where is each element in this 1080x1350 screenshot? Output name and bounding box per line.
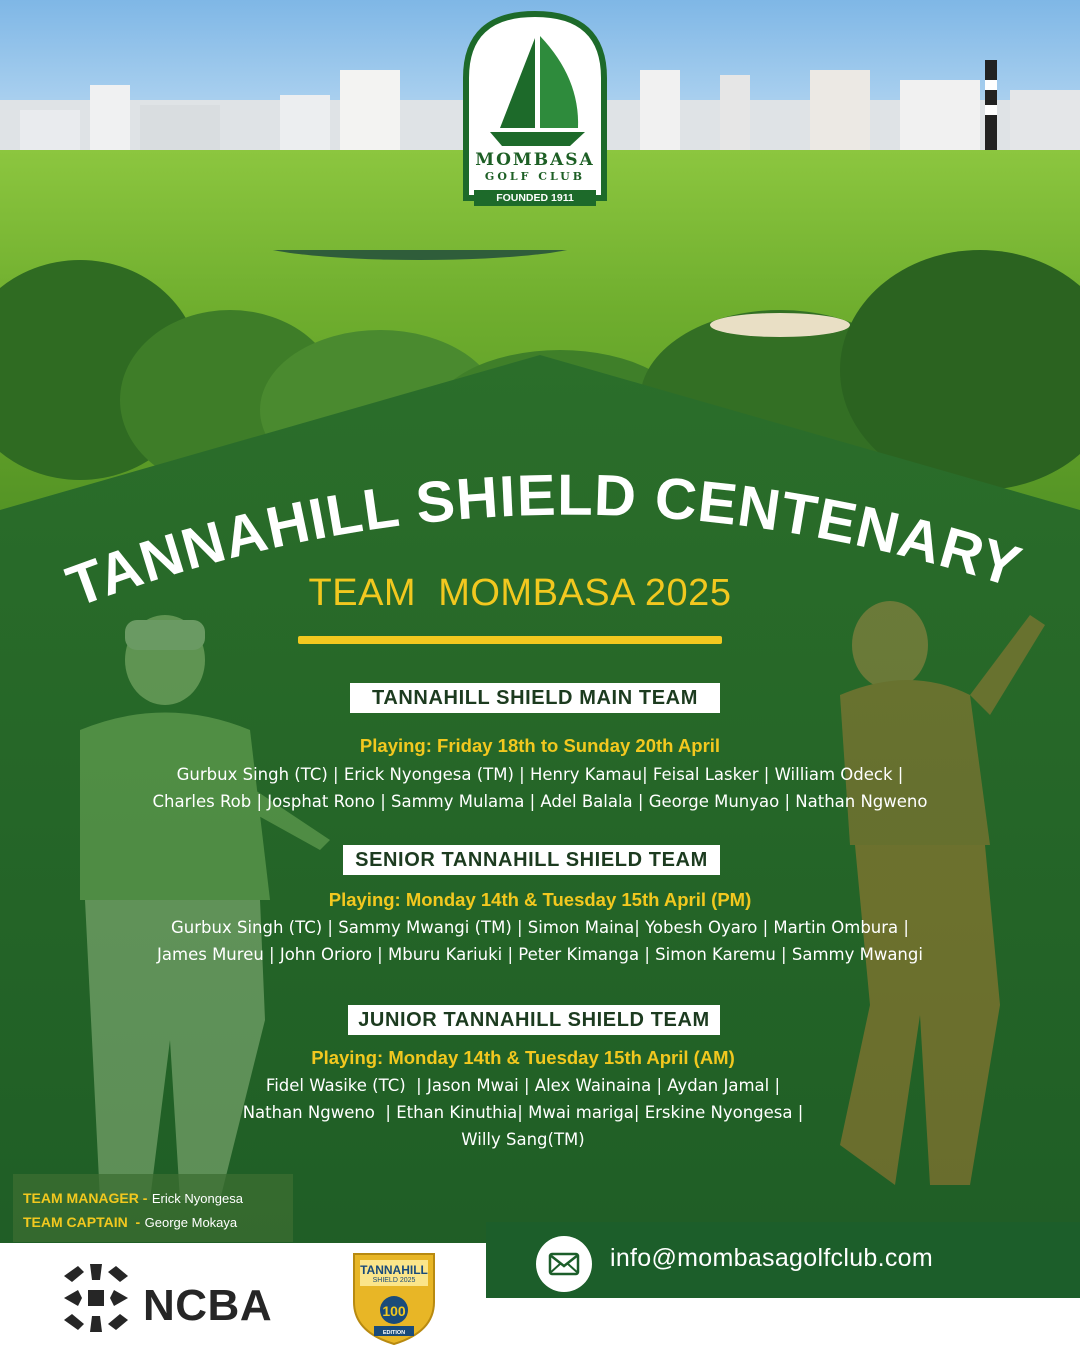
team-management-box	[13, 1174, 293, 1242]
manager-role: TEAM MANAGER -	[23, 1190, 148, 1206]
captain-row	[23, 1214, 237, 1232]
shield-subtitle: SHIELD 2025	[372, 1277, 416, 1284]
captain-role: TEAM CAPTAIN -	[23, 1214, 141, 1230]
junior-team-label: JUNIOR TANNAHILL SHIELD TEAM	[348, 1005, 720, 1035]
manager-row	[23, 1190, 243, 1208]
ncba-logo-icon	[60, 1262, 132, 1334]
senior-team-names: Gurbux Singh (TC) | Sammy Mwangi (TM) | Simon Maina| Yobesh Oyaro | Martin Ombura | James Mureu | John Orioro | Mburu Kariuki | Peter Kimanga | Simon Karemu | Sammy Mwangi	[157, 918, 923, 964]
junior-team-names: Fidel Wasike (TC) | Jason Mwai | Alex Wainaina | Aydan Jamal | Nathan Ngweno | Ethan Kinuthia| Mwai mariga| Erskine Nyongesa | Willy Sang(TM)	[242, 1076, 804, 1149]
main-team-names: Gurbux Singh (TC) | Erick Nyongesa (TM) | Henry Kamau| Feisal Lasker | William Odeck | Charles Rob | Josphat Rono | Sammy Mulama | Adel Balala | George Munyao | Nathan Ngweno	[152, 765, 928, 811]
subtitle-underline	[298, 636, 722, 644]
team-subtitle: TEAM MOMBASA 2025	[308, 572, 732, 614]
mail-icon	[536, 1236, 592, 1292]
tannahill-shield-badge	[350, 1246, 438, 1346]
main-team-label: TANNAHILL SHIELD MAIN TEAM	[350, 683, 720, 713]
captain-name: George Mokaya	[144, 1215, 238, 1230]
svg-text:100: 100	[382, 1303, 406, 1319]
shield-edition: EDITION	[382, 1330, 406, 1336]
manager-name: Erick Nyongesa	[151, 1191, 243, 1206]
logo-founded: FOUNDED 1911	[474, 190, 596, 206]
senior-team-label: SENIOR TANNAHILL SHIELD TEAM	[343, 845, 720, 875]
sponsor-name: NCBA	[143, 1281, 273, 1330]
senior-team-schedule: Playing: Monday 14th & Tuesday 15th April (PM)	[328, 889, 752, 910]
contact-email-link[interactable]: info@mombasagolfclub.com	[610, 1244, 933, 1272]
logo-line1: MOMBASA	[475, 150, 595, 170]
title-text: TANNAHILL SHIELD CENTENARY	[58, 462, 1030, 620]
logo-line2: GOLF CLUB	[484, 170, 586, 183]
club-logo	[460, 8, 610, 206]
junior-team-schedule: Playing: Monday 14th & Tuesday 15th April (AM)	[311, 1047, 735, 1068]
main-team-schedule: Playing: Friday 18th to Sunday 20th April	[359, 735, 721, 756]
shield-title: TANNAHILL	[360, 1263, 428, 1277]
